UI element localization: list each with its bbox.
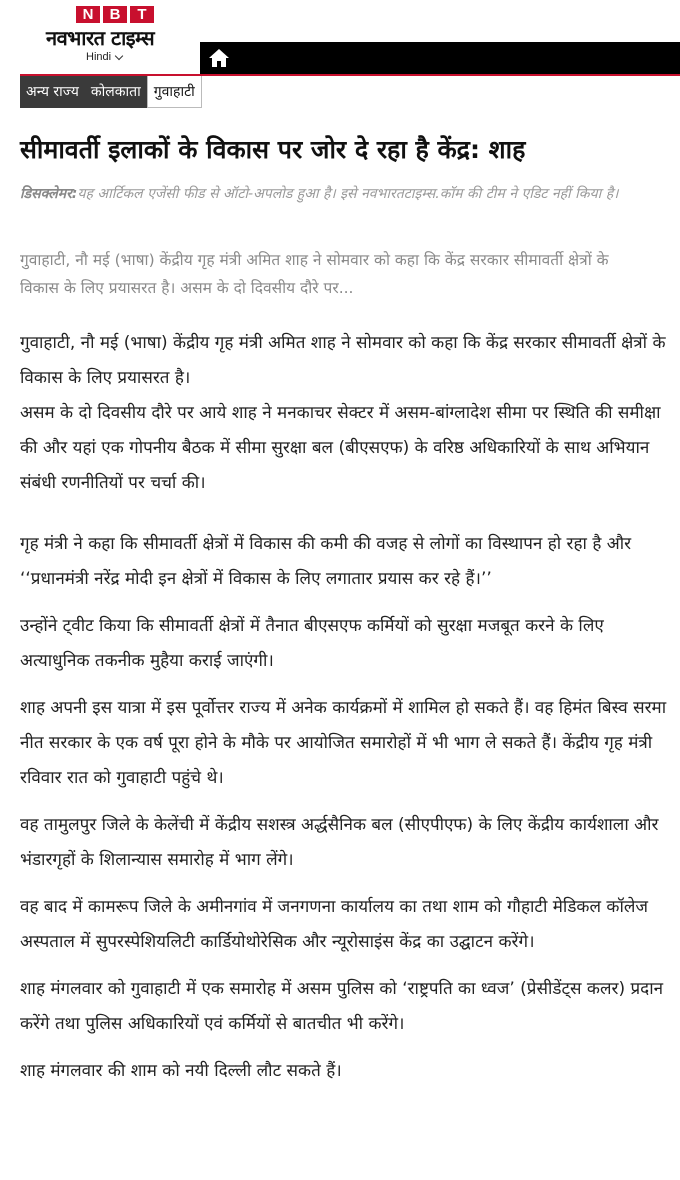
disclaimer-label: डिसक्लेमर: — [20, 186, 78, 202]
logo-nbt-letters — [76, 6, 154, 23]
article-body — [20, 326, 668, 1089]
article-paragraph: वह तामुलपुर जिले के केलेंची में केंद्रीय सशस्त्र अर्द्धसैनिक बल (सीएपीएफ) के लिए केंद्रीय कार्यशाला और भंडारगृहों के शिलान्यास समारोह में भाग लेंगे। — [20, 815, 659, 870]
paragraph-spacer — [20, 960, 668, 972]
logo-letter-b: B — [103, 6, 127, 23]
chevron-down-icon — [115, 51, 123, 59]
logo-letter-t: T — [130, 6, 154, 23]
article-paragraph: गुवाहाटी, नौ मई (भाषा) केंद्रीय गृह मंत्री अमित शाह ने सोमवार को कहा कि केंद्र सरकार सीमावर्ती क्षेत्रों के विकास के लिए प्रयासरत है। — [20, 333, 666, 388]
article-paragraph: वह बाद में कामरूप जिले के अमीनगांव में जनगणना कार्यालय का तथा शाम को गौहाटी मेडिकल कॉलेज अस्पताल में सुपरस्पेशियलिटी कार्डियोथोरेसिक और न्यूरोसाइंस केंद्र का उद्घाटन करेंगे। — [20, 897, 648, 952]
nav-item-kolkata[interactable]: कोलकाता — [85, 76, 147, 108]
article-paragraph: शाह मंगलवार को गुवाहाटी में एक समारोह में असम पुलिस को ‘राष्ट्रपति का ध्वज’ (प्रेसीडेंट्स कलर) प्रदान करेंगे तथा पुलिस अधिकारियों एवं कर्मियों से बातचीत भी करेंगे। — [20, 979, 664, 1034]
paragraph-spacer — [20, 679, 668, 691]
article-paragraph: उन्होंने ट्वीट किया कि सीमावर्ती क्षेत्रों में तैनात बीएसएफ कर्मियों को सुरक्षा मजबूत करने के लिए अत्याधुनिक तकनीक मुहैया कराई जाएंगी। — [20, 616, 604, 671]
home-button[interactable] — [208, 48, 230, 68]
article-summary: गुवाहाटी, नौ मई (भाषा) केंद्रीय गृह मंत्री अमित शाह ने सोमवार को कहा कि केंद्र सरकार सीमावर्ती क्षेत्रों के विकास के लिए प्रयासरत है। असम के दो दिवसीय दौरे पर... — [20, 251, 609, 297]
breadcrumb-nav — [20, 76, 202, 108]
article-paragraph: शाह मंगलवार की शाम को नयी दिल्ली लौट सकते हैं। — [20, 1061, 342, 1081]
paragraph-spacer — [20, 1042, 668, 1054]
nav-item-guwahati[interactable]: गुवाहाटी — [147, 76, 202, 108]
article-paragraph: असम के दो दिवसीय दौरे पर आये शाह ने मनकाचर सेक्टर में असम-बांग्लादेश सीमा पर स्थिति की समीक्षा की और यहां एक गोपनीय बैठक में सीमा सुरक्षा बल (बीएसएफ) के वरिष्ठ अधिकारियों के साथ अभियान संबंधी रणनीतियों पर चर्चा की। — [20, 403, 661, 493]
site-header — [0, 0, 680, 110]
article-disclaimer — [20, 182, 660, 206]
article-paragraph: गृह मंत्री ने कहा कि सीमावर्ती क्षेत्रों में विकास की कमी की वजह से लोगों का विस्थापन हो रहा है और ‘‘प्रधानमंत्री नरेंद्र मोदी इन क्षेत्रों में विकास के लिए लगातार प्रयास कर रहे हैं।’’ — [20, 534, 632, 589]
logo-wordmark: नवभारत टाइम्स — [46, 26, 155, 50]
language-selector[interactable] — [86, 51, 122, 63]
paragraph-spacer — [20, 796, 668, 808]
language-label: Hindi — [86, 51, 112, 63]
paragraph-spacer — [20, 597, 668, 609]
article-title: सीमावर्ती इलाकों के विकास पर जोर दे रहा है केंद्र: शाह — [20, 135, 526, 164]
paragraph-spacer — [20, 501, 668, 527]
site-logo[interactable] — [20, 0, 200, 74]
top-navigation-bar — [200, 42, 680, 74]
paragraph-spacer — [20, 878, 668, 890]
disclaimer-text: यह आर्टिकल एजेंसी फीड से ऑटो-अपलोड हुआ है। इसे नवभारतटाइम्स.कॉम की टीम ने एडिट नहीं किया है। — [77, 186, 619, 202]
nav-item-other-states[interactable]: अन्य राज्य — [20, 76, 85, 108]
home-icon — [208, 48, 230, 68]
article-paragraph: शाह अपनी इस यात्रा में इस पूर्वोत्तर राज्य में अनेक कार्यक्रमों में शामिल हो सकते हैं। वह हिमंत बिस्व सरमा नीत सरकार के एक वर्ष पूरा होने के मौके पर आयोजित समारोहों में भी भाग ले सकते हैं। केंद्रीय गृह मंत्री रविवार रात को गुवाहाटी पहुंचे थे। — [20, 698, 667, 788]
logo-letter-n: N — [76, 6, 100, 23]
